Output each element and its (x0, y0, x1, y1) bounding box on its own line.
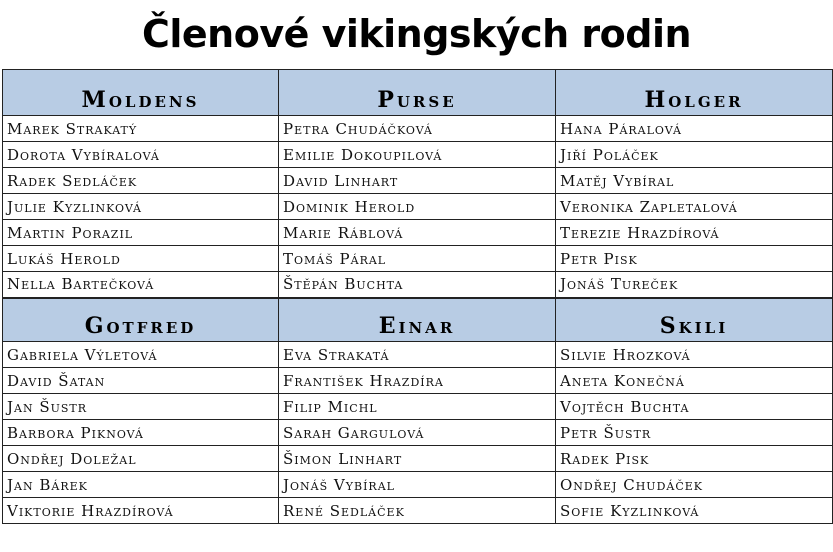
member-cell[interactable]: Aneta Konečná (556, 368, 833, 394)
table-row (3, 420, 833, 446)
member-cell[interactable]: Šimon Linhart (279, 446, 556, 472)
member-cell[interactable]: Matěj Vybíral (556, 168, 833, 194)
member-cell[interactable]: Eva Strakatá (279, 342, 556, 368)
member-cell[interactable]: Lukáš Herold (3, 246, 279, 272)
member-cell[interactable]: Jiří Poláček (556, 142, 833, 168)
table-row (3, 142, 833, 168)
member-cell[interactable]: Petra Chudáčková (279, 116, 556, 142)
member-cell[interactable]: Dominik Herold (279, 194, 556, 220)
member-cell[interactable]: Petr Pisk (556, 246, 833, 272)
member-cell[interactable]: Dorota Vybíralová (3, 142, 279, 168)
member-cell[interactable]: Tomáš Páral (279, 246, 556, 272)
member-cell[interactable]: David Šatan (3, 368, 279, 394)
member-cell[interactable]: Julie Kyzlinková (3, 194, 279, 220)
member-cell[interactable]: Jonáš Vybíral (279, 472, 556, 498)
family-header-cell[interactable]: Einar (279, 298, 556, 342)
table-row (3, 472, 833, 498)
families-table (2, 69, 833, 524)
table-row (3, 194, 833, 220)
member-cell[interactable]: Hana Páralová (556, 116, 833, 142)
member-cell[interactable]: Gabriela Výletová (3, 342, 279, 368)
member-cell[interactable]: Sofie Kyzlinková (556, 498, 833, 524)
page-title: Členové vikingských rodin (141, 12, 692, 56)
table-row (3, 272, 833, 298)
member-cell[interactable]: René Sedláček (279, 498, 556, 524)
table-row (3, 368, 833, 394)
table-row (3, 116, 833, 142)
member-cell[interactable]: David Linhart (279, 168, 556, 194)
member-cell[interactable]: František Hrazdíra (279, 368, 556, 394)
member-cell[interactable]: Petr Šustr (556, 420, 833, 446)
family-header-cell[interactable]: Holger (556, 70, 833, 116)
member-cell[interactable]: Radek Sedláček (3, 168, 279, 194)
member-cell[interactable]: Viktorie Hrazdírová (3, 498, 279, 524)
member-cell[interactable]: Terezie Hrazdírová (556, 220, 833, 246)
member-cell[interactable]: Ondřej Doležal (3, 446, 279, 472)
member-cell[interactable]: Jonáš Tureček (556, 272, 833, 298)
member-cell[interactable]: Jan Bárek (3, 472, 279, 498)
table-row (3, 246, 833, 272)
member-cell[interactable]: Jan Šustr (3, 394, 279, 420)
member-cell[interactable]: Ondřej Chudáček (556, 472, 833, 498)
table-row (3, 394, 833, 420)
family-header-cell[interactable]: Gotfred (3, 298, 279, 342)
member-cell[interactable]: Emilie Dokoupilová (279, 142, 556, 168)
member-cell[interactable]: Štěpán Buchta (279, 272, 556, 298)
member-cell[interactable]: Vojtěch Buchta (556, 394, 833, 420)
member-cell[interactable]: Veronika Zapletalová (556, 194, 833, 220)
table-row (3, 498, 833, 524)
family-header-row (3, 298, 833, 342)
table-row (3, 168, 833, 194)
family-header-row (3, 70, 833, 116)
member-cell[interactable]: Nella Bartečková (3, 272, 279, 298)
title-row (0, 0, 833, 68)
member-cell[interactable]: Silvie Hrozková (556, 342, 833, 368)
member-cell[interactable]: Sarah Gargulová (279, 420, 556, 446)
family-header-cell[interactable]: Purse (279, 70, 556, 116)
member-cell[interactable]: Martin Porazil (3, 220, 279, 246)
member-cell[interactable]: Filip Michl (279, 394, 556, 420)
table-row (3, 446, 833, 472)
member-cell[interactable]: Marek Strakatý (3, 116, 279, 142)
family-header-cell[interactable]: Moldens (3, 70, 279, 116)
member-cell[interactable]: Marie Ráblová (279, 220, 556, 246)
family-header-cell[interactable]: Skili (556, 298, 833, 342)
table-row (3, 342, 833, 368)
table-row (3, 220, 833, 246)
member-cell[interactable]: Barbora Piknová (3, 420, 279, 446)
member-cell[interactable]: Radek Pisk (556, 446, 833, 472)
